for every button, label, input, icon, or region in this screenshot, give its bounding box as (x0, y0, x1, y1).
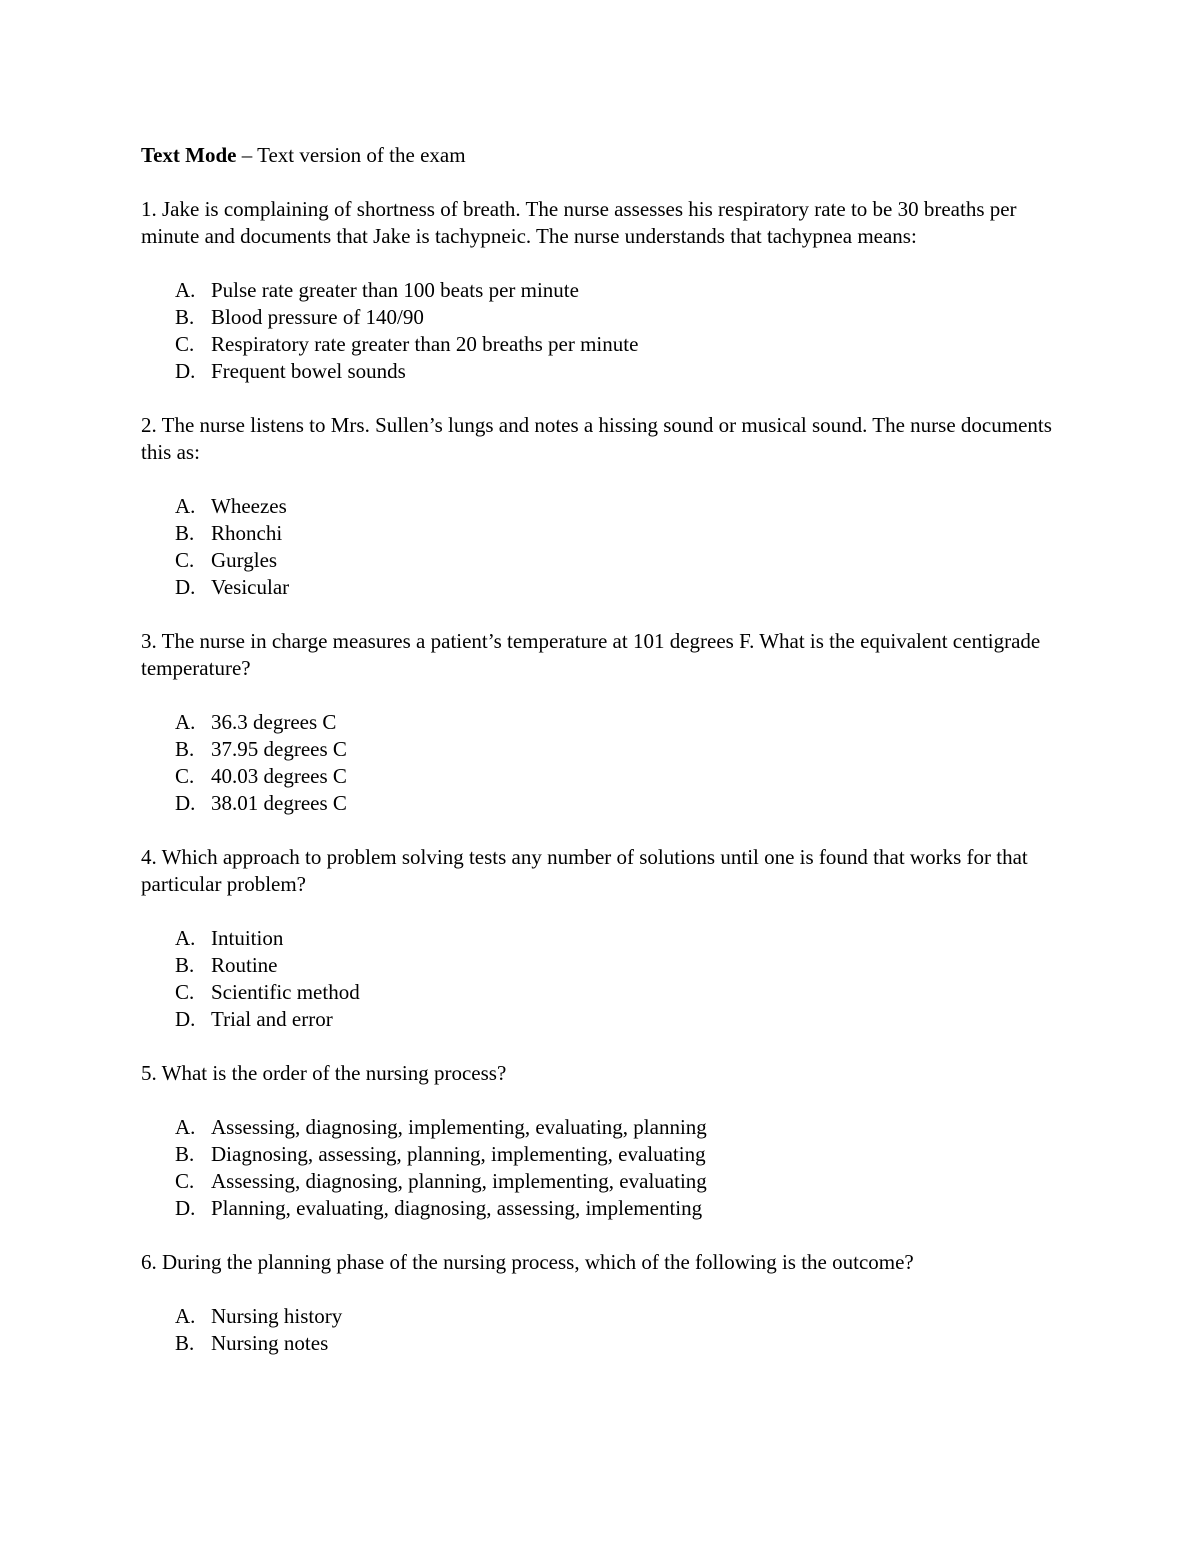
option-text: Nursing history (211, 1304, 343, 1328)
option-letter: B. (175, 1142, 195, 1166)
option-c (141, 1168, 1071, 1195)
option-list (141, 1303, 1071, 1357)
option-c (141, 763, 1071, 790)
option-b (141, 1141, 1071, 1168)
question-text: 1. Jake is complaining of shortness of breath. The nurse assesses his respiratory rate to be 30 breaths per minute and documents that Jake is tachypneic. The nurse understands that tachypnea means: (141, 197, 1017, 248)
option-d (141, 574, 1071, 601)
option-a (141, 1303, 1071, 1330)
option-a (141, 925, 1071, 952)
question-text: 4. Which approach to problem solving tests any number of solutions until one is found that works for that particular problem? (141, 845, 1028, 896)
option-text: Rhonchi (211, 521, 283, 545)
option-b (141, 304, 1071, 331)
question-text: 5. What is the order of the nursing process? (141, 1061, 507, 1085)
option-a (141, 277, 1071, 304)
option-letter: C. (175, 764, 195, 788)
option-letter: B. (175, 737, 195, 761)
option-text: Assessing, diagnosing, implementing, evaluating, planning (211, 1115, 707, 1139)
question-text: 2. The nurse listens to Mrs. Sullen’s lungs and notes a hissing sound or musical sound. The nurse documents this as: (141, 413, 1052, 464)
question-1 (141, 196, 1071, 385)
option-letter: D. (175, 791, 196, 815)
option-a (141, 709, 1071, 736)
option-d (141, 358, 1071, 385)
question-3 (141, 628, 1071, 817)
option-text: Gurgles (211, 548, 278, 572)
header-title-rest: – Text version of the exam (236, 143, 466, 167)
option-text: Trial and error (211, 1007, 333, 1031)
question-6 (141, 1249, 1071, 1357)
option-list (141, 493, 1071, 601)
option-c (141, 331, 1071, 358)
option-text: Blood pressure of 140/90 (211, 305, 424, 329)
option-letter: B. (175, 953, 195, 977)
option-list (141, 925, 1071, 1033)
option-letter: B. (175, 521, 195, 545)
option-text: Diagnosing, assessing, planning, implementing, evaluating (211, 1142, 706, 1166)
option-d (141, 1006, 1071, 1033)
option-text: Intuition (211, 926, 284, 950)
option-b (141, 1330, 1071, 1357)
option-text: 40.03 degrees C (211, 764, 347, 788)
option-text: 36.3 degrees C (211, 710, 337, 734)
option-letter: C. (175, 548, 195, 572)
option-a (141, 1114, 1071, 1141)
option-letter: B. (175, 1331, 195, 1355)
option-list (141, 1114, 1071, 1222)
header-title-bold: Text Mode (141, 143, 237, 167)
question-2 (141, 412, 1071, 601)
option-a (141, 493, 1071, 520)
option-text: Frequent bowel sounds (211, 359, 406, 383)
option-b (141, 520, 1071, 547)
option-text: Wheezes (211, 494, 287, 518)
option-d (141, 790, 1071, 817)
option-list (141, 709, 1071, 817)
option-c (141, 547, 1071, 574)
option-letter: A. (175, 494, 196, 518)
document-header (141, 142, 1071, 169)
option-letter: D. (175, 359, 196, 383)
option-letter: B. (175, 305, 195, 329)
option-c (141, 979, 1071, 1006)
option-letter: A. (175, 1304, 196, 1328)
option-letter: D. (175, 575, 196, 599)
option-letter: C. (175, 332, 195, 356)
option-letter: A. (175, 278, 196, 302)
option-letter: D. (175, 1007, 196, 1031)
question-text: 3. The nurse in charge measures a patient’s temperature at 101 degrees F. What is the equivalent centigrade temperature? (141, 629, 1041, 680)
option-text: Assessing, diagnosing, planning, implementing, evaluating (211, 1169, 707, 1193)
document-page (141, 142, 1071, 1384)
option-text: Scientific method (211, 980, 360, 1004)
option-b (141, 952, 1071, 979)
option-d (141, 1195, 1071, 1222)
question-5 (141, 1060, 1071, 1222)
option-text: Routine (211, 953, 278, 977)
option-b (141, 736, 1071, 763)
option-letter: D. (175, 1196, 196, 1220)
option-letter: C. (175, 980, 195, 1004)
option-letter: A. (175, 1115, 196, 1139)
option-list (141, 277, 1071, 385)
option-text: Planning, evaluating, diagnosing, assessing, implementing (211, 1196, 703, 1220)
option-text: Pulse rate greater than 100 beats per minute (211, 278, 579, 302)
option-letter: C. (175, 1169, 195, 1193)
option-text: Vesicular (211, 575, 290, 599)
option-text: 37.95 degrees C (211, 737, 347, 761)
question-text: 6. During the planning phase of the nursing process, which of the following is the outcome? (141, 1250, 914, 1274)
option-text: 38.01 degrees C (211, 791, 347, 815)
option-letter: A. (175, 710, 196, 734)
option-letter: A. (175, 926, 196, 950)
option-text: Respiratory rate greater than 20 breaths per minute (211, 332, 639, 356)
option-text: Nursing notes (211, 1331, 329, 1355)
question-4 (141, 844, 1071, 1033)
